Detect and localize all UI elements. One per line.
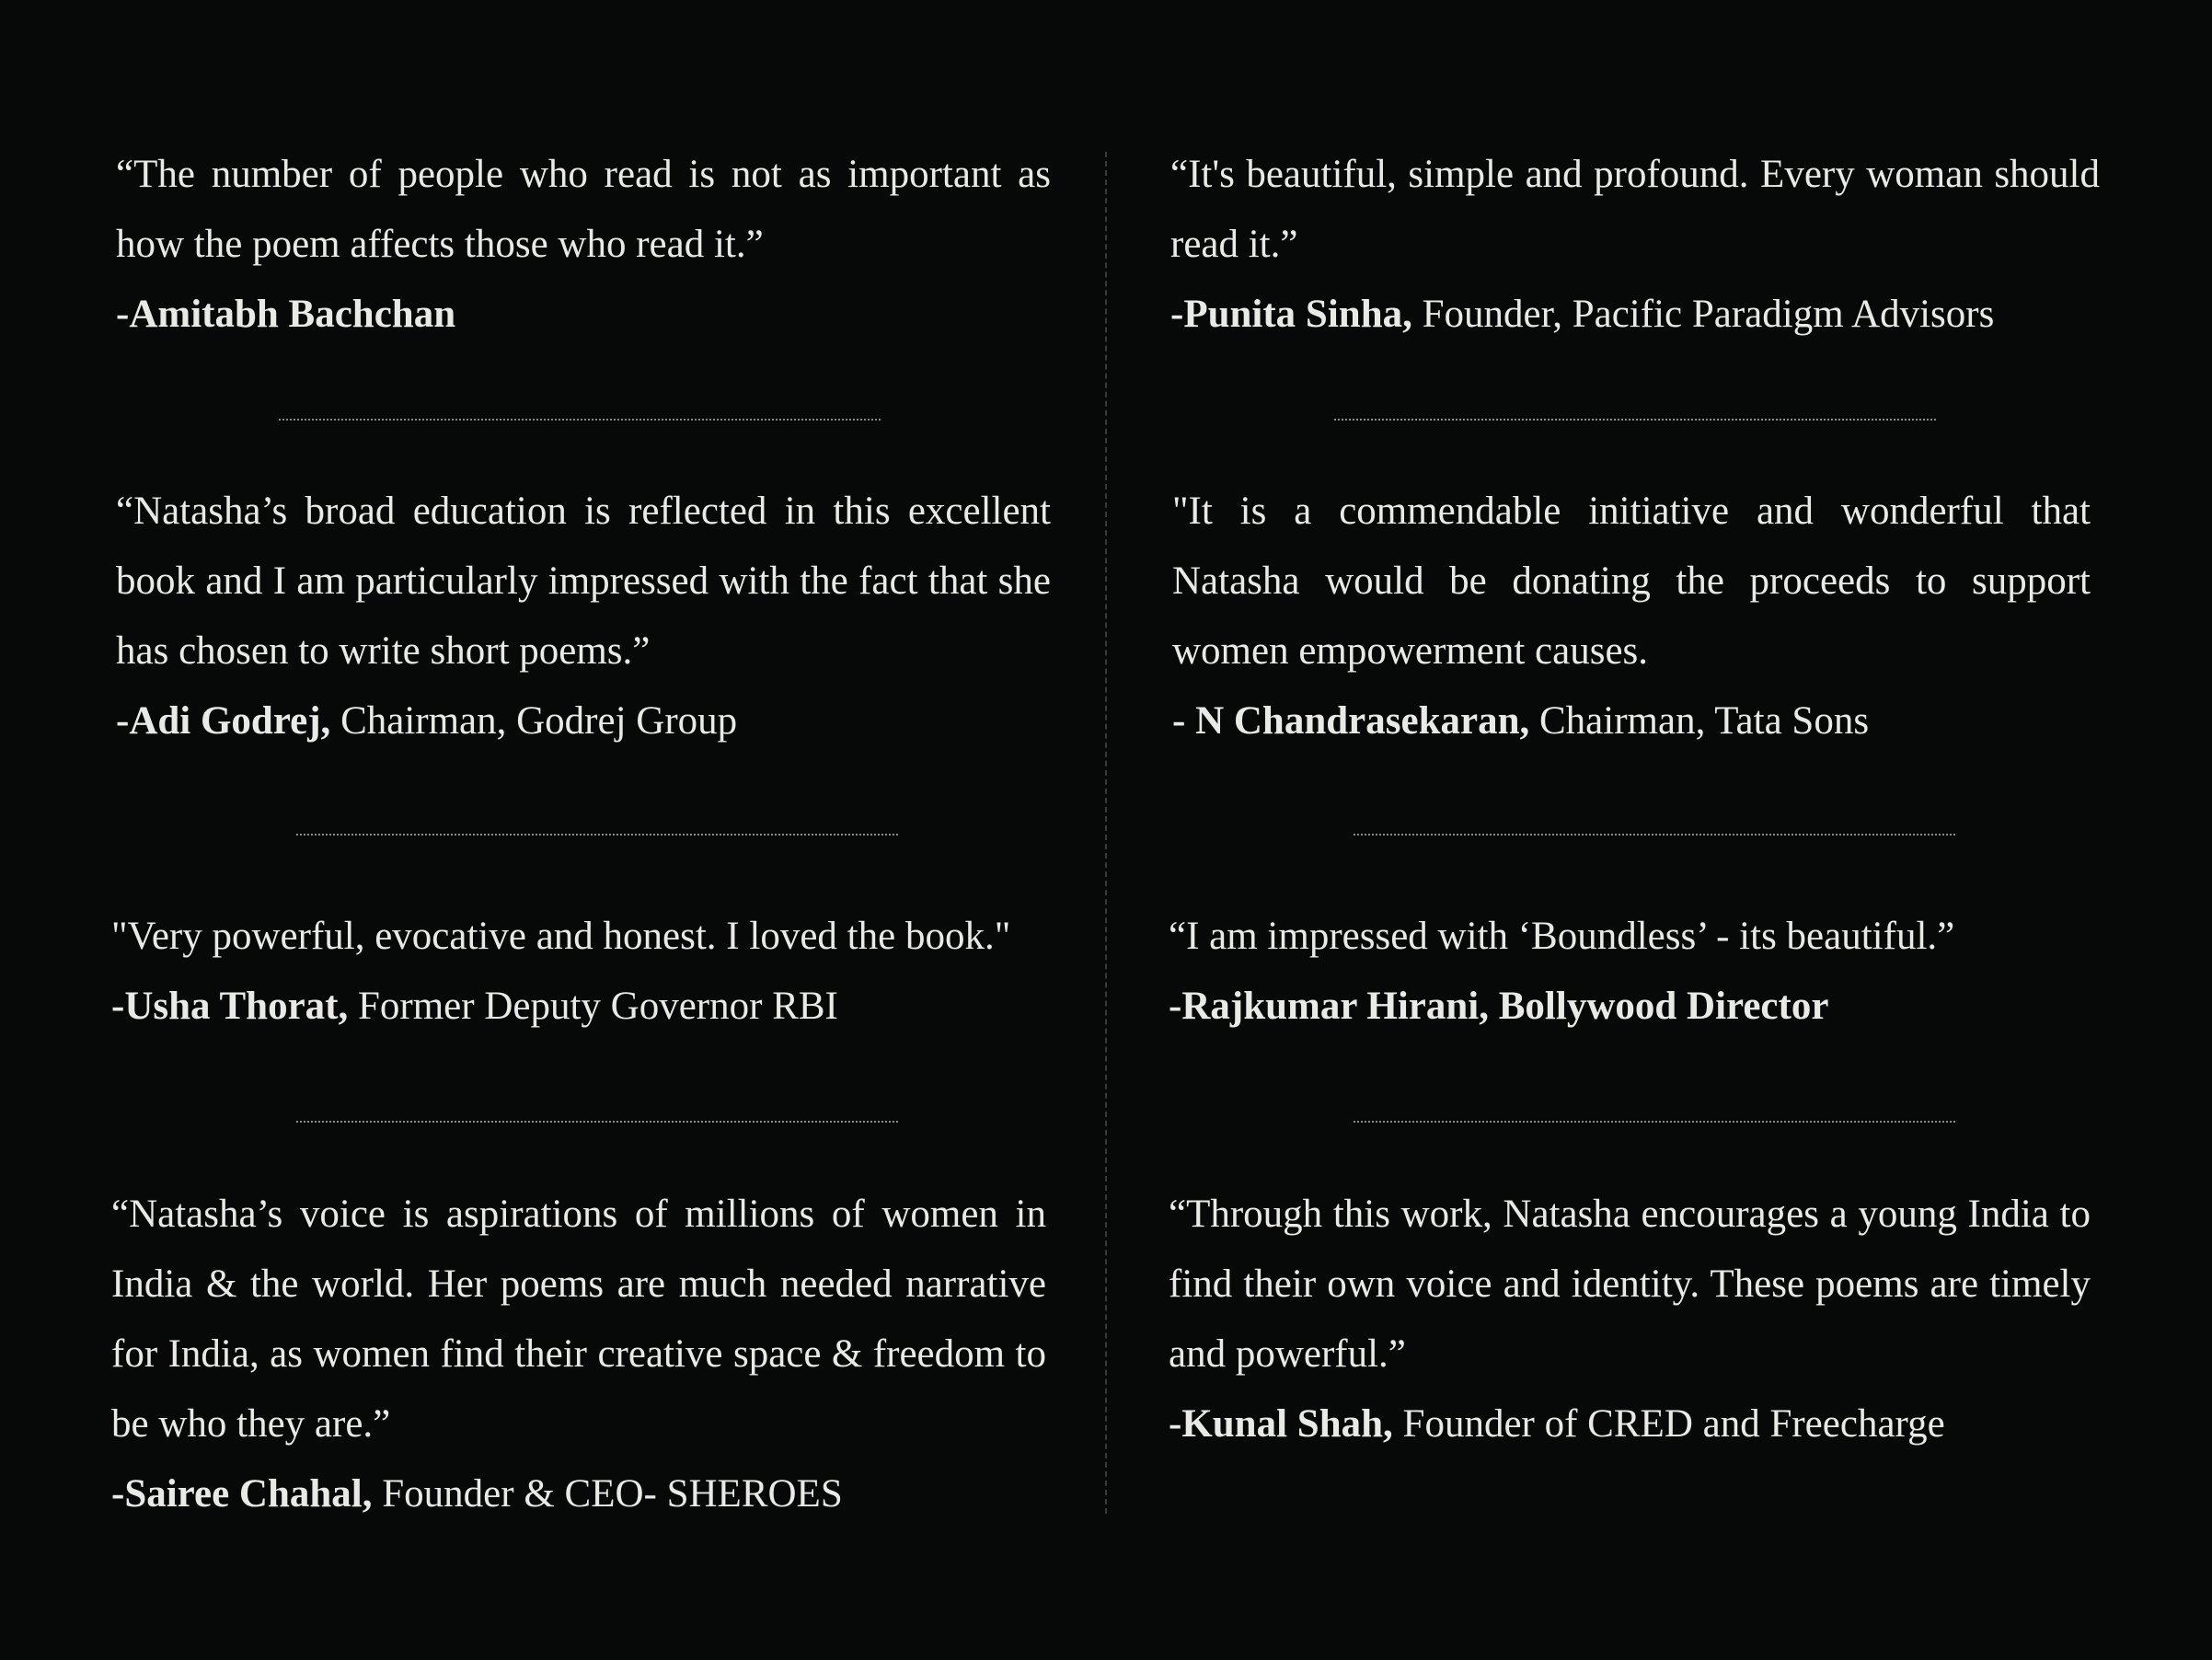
quote-attribution: [1170, 280, 2100, 350]
column-divider: [1105, 152, 1107, 1514]
quote-author: - N Chandrasekaran,: [1172, 699, 1530, 743]
quote-attribution: [116, 280, 1051, 350]
testimonial-right-4: [1169, 1180, 2091, 1459]
quote-attribution: [1169, 972, 2098, 1042]
quote-author-role: Former Deputy Governor RBI: [348, 985, 838, 1028]
quote-author: -Adi Godrej,: [116, 699, 331, 743]
quote-author-role: Chairman, Godrej Group: [330, 699, 738, 743]
quote-text: “I am impressed with ‘Boundless’ - its beautiful.”: [1169, 915, 1955, 958]
quote-text: “Natasha’s voice is aspirations of millions of women in India & the world. Her poems are much needed narrative for India, as women find their creative space & freedom to be who they are.”: [111, 1193, 1046, 1446]
quote-attribution: [116, 686, 1051, 756]
separator: [279, 419, 881, 421]
quote-text: “Through this work, Natasha encourages a young India to find their own voice and identity. These poems are timely and powerful.”: [1169, 1193, 2091, 1376]
quote-text: "Very powerful, evocative and honest. I loved the book.": [111, 915, 1011, 958]
quote-author-role: Chairman, Tata Sons: [1529, 699, 1870, 743]
quote-text: “Natasha’s broad education is reflected in this excellent book and I am particularly impressed with the fact that she has chosen to write short poems.”: [116, 490, 1051, 673]
testimonial-right-3: [1169, 902, 2098, 1042]
quote-attribution: [1169, 1389, 2091, 1459]
quote-text: "It is a commendable initiative and wonderful that Natasha would be donating the proceeds to support women empowerment causes.: [1172, 490, 2091, 673]
testimonial-left-3: [111, 902, 1051, 1042]
quote-author: -Usha Thorat,: [111, 985, 349, 1028]
testimonial-right-2: [1172, 477, 2091, 756]
separator: [1354, 834, 1955, 836]
testimonial-left-2: [116, 477, 1051, 756]
testimonial-left-1: [116, 140, 1051, 350]
quote-attribution: [111, 972, 1051, 1042]
separator: [296, 1121, 898, 1123]
quote-author: -Rajkumar Hirani, Bollywood Director: [1169, 985, 1829, 1028]
quote-text: “The number of people who read is not as important as how the poem affects those who read it.”: [116, 153, 1051, 266]
quote-author: -Amitabh Bachchan: [116, 293, 456, 336]
quote-author: -Sairee Chahal,: [111, 1472, 373, 1516]
quote-author: -Kunal Shah,: [1169, 1402, 1393, 1446]
testimonial-right-1: [1170, 140, 2100, 350]
quote-text: “It's beautiful, simple and profound. Every woman should read it.”: [1170, 153, 2100, 266]
quote-author: -Punita Sinha,: [1170, 293, 1412, 336]
quote-author-role: Founder of CRED and Freecharge: [1392, 1402, 1945, 1446]
separator: [1334, 419, 1936, 421]
quote-attribution: [111, 1459, 1046, 1529]
separator: [1354, 1121, 1955, 1123]
quote-author-role: Founder, Pacific Paradigm Advisors: [1411, 293, 1995, 336]
separator: [296, 834, 898, 836]
testimonial-left-4: [111, 1180, 1046, 1529]
quote-attribution: [1172, 686, 2091, 756]
quote-author-role: Founder & CEO- SHEROES: [372, 1472, 843, 1516]
